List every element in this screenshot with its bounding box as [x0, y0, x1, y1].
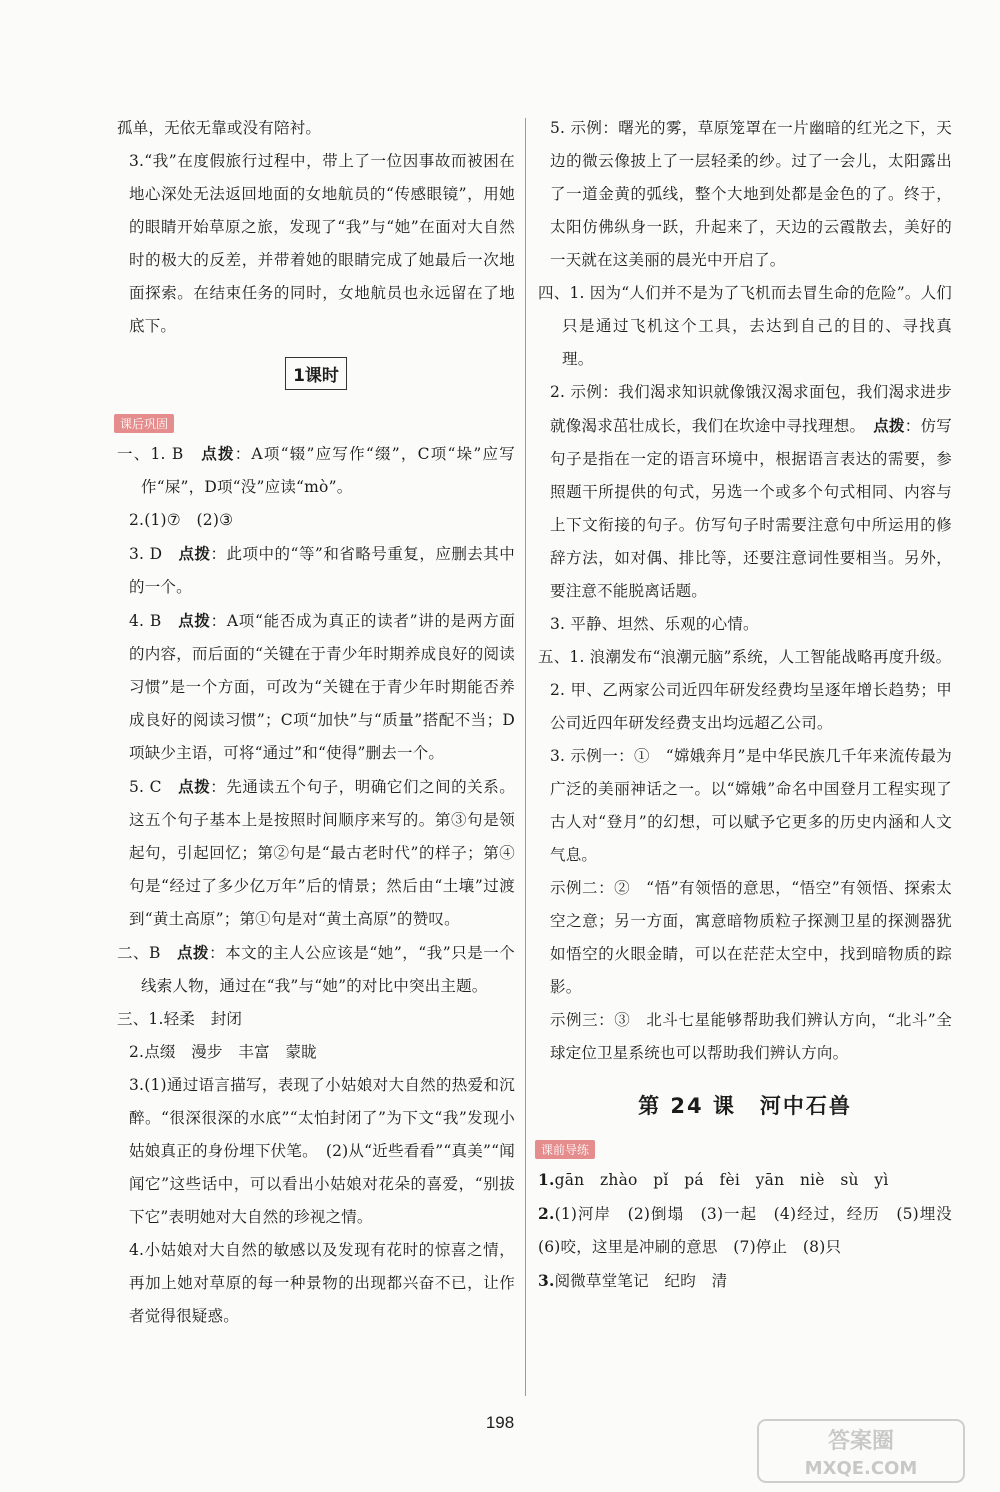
lesson-box-title: 1课时	[285, 357, 347, 390]
answer-number: 3.	[550, 615, 571, 633]
answer-text: 示例：我们渴求知识就像饿汉渴求面包，我们渴求进步就像渴求茁壮成长，我们在坎途中寻找理想。	[550, 383, 952, 435]
answer-item	[538, 872, 952, 1004]
answer-text: ：先通读五个句子，明确它们之间的关系。这五个句子基本上是按照时间顺序来写的。第③句是领起句，引起回忆；第②句是“最古老时代”的样子；第④句是“经过了多少亿万年”后的情景；然后由“土壤”过渡到“黄土高原”；第①句是对“黄土高原”的赞叹。	[129, 778, 515, 928]
answer-text: 点缀 漫步 丰富 蒙眬	[144, 1043, 317, 1061]
answer-number: 3. D	[129, 545, 163, 563]
lesson-number: 第 24 课	[638, 1094, 736, 1118]
left-column	[117, 112, 515, 1333]
answer-text: gān zhào pǐ pá fèi yān niè sù yì	[554, 1171, 889, 1189]
right-column	[538, 112, 968, 1298]
answer-item	[538, 740, 952, 872]
answer-number: 一、1. B	[117, 445, 184, 463]
intro-line: 孤单，无依无靠或没有陪衬。	[117, 119, 322, 137]
column-divider	[525, 118, 526, 1396]
answer-number: 2.	[550, 383, 571, 401]
answer-text: ：本文的主人公应该是“她”，“我”只是一个线索人物，通过在“我”与“她”的对比中突出主题。	[141, 944, 516, 995]
answer-item	[538, 674, 952, 740]
answer-item	[538, 277, 952, 376]
answer-number: 三、1.	[117, 1010, 164, 1028]
hint-label: 点拨	[178, 777, 211, 796]
answer-text: 小姑娘对大自然的敏感以及发现有花时的惊喜之情，再加上她对草原的每一种景物的出现都兴奋不已，让作者觉得很疑惑。	[129, 1241, 515, 1325]
answer-item	[538, 608, 952, 641]
hint-label: 点拨	[201, 444, 235, 463]
answer-text: ：A项“辍”应写作“缀”，C项“垛”应写作“屎”，D项“没”应读“mò”。	[141, 445, 515, 496]
answer-number: 3.	[129, 1076, 145, 1094]
lesson-name: 河中石兽	[759, 1094, 852, 1118]
answer-item	[538, 376, 952, 608]
answer-text: ：A项“能否成为真正的读者”讲的是两方面的内容，而后面的“关键在于青少年时期养成良好的阅读习惯”是一个方面，可改为“关键在于青少年时期能否养成良好的阅读习惯”；C项“加快”与“质量”搭配不当；D项缺少主语，可将“通过”和“使得”删去一个。	[129, 612, 516, 762]
answer-text: (1)通过语言描写，表现了小姑娘对大自然的热爱和沉醉。“很深很深的水底”“太怕封闭了”为下文“我”发现小姑娘真正的身份埋下伏笔。 (2)从“近些看看”“真美”“闻闻它”这些话中，可以看出小姑娘对花朵的喜爱，“别拔下它”表明她对大自然的珍视之情。	[129, 1076, 515, 1226]
answer-text: 浪潮发布“浪潮元脑”系统，人工智能战略再度升级。	[589, 648, 952, 666]
answer-number: 五、1.	[538, 648, 590, 666]
prep-item	[538, 1163, 952, 1197]
answer-item	[117, 537, 515, 604]
right-answer-list	[538, 112, 952, 1070]
answer-item	[117, 1036, 515, 1069]
answer-text: 轻柔 封闭	[163, 1010, 243, 1028]
answer-text: 甲、乙两家公司近四年研发经费均呈逐年增长趋势；甲公司近四年研发经费支出均远超乙公司。	[550, 681, 952, 732]
answer-number: 2.	[129, 511, 145, 529]
answer-item	[538, 112, 952, 277]
answer-text: 因为“人们并不是为了飞机而去冒生命的危险”。人们只是通过飞机这个工具，去达到自己的目的、寻找真理。	[562, 284, 952, 368]
prep-item	[538, 1264, 952, 1298]
answer-item	[117, 1234, 515, 1333]
answer-text: ：此项中的“等”和省略号重复，应删去其中的一个。	[129, 545, 515, 596]
answer-text: (1)⑦ (2)③	[144, 511, 234, 529]
watermark-text-url: MXQE.COM	[804, 1458, 918, 1479]
answer-number: 5. C	[129, 778, 162, 796]
answer-number: 4.	[129, 1241, 145, 1259]
answer-number: 四、1.	[538, 284, 590, 302]
answer-number: 2.	[129, 1043, 145, 1061]
answer-number: 2.	[550, 681, 571, 699]
page-number: 198	[485, 1413, 515, 1432]
answer-text: 阅微草堂笔记 纪昀 清	[554, 1272, 728, 1290]
hint-label: 点拨	[177, 943, 210, 962]
answer-item	[117, 1069, 515, 1234]
hint-label: 点拨	[873, 416, 905, 435]
answer-number: 5.	[550, 119, 571, 137]
answer-text: 示例二：② “悟”有领悟的意思，“悟空”有领悟、探索太空之意；另一方面，寓意暗物质粒子探测卫星的探测器犹如悟空的火眼金睛，可以在茫茫太空中，找到暗物质的踪影。	[550, 879, 952, 996]
answer-text: 示例：曙光的雾，草原笼罩在一片幽暗的红光之下，天边的微云像披上了一层轻柔的纱。过了一会儿，太阳露出了一道金黄的弧线，整个大地到处都是金色的了。终于，太阳仿佛纵身一跃，升起来了，天边的云霞散去，美好的一天就在这美丽的晨光中开启了。	[550, 119, 952, 269]
answer-number: 1.	[538, 1170, 555, 1189]
hint-text: ：仿写句子是指在一定的语言环境中，根据语言表达的需要，参照题干所提供的句式，另选一个或多个句式相同、内容与上下文衔接的句子。仿写句子时需要注意句中所运用的修辞方法，如对偶、排比等，还要注意词性要相当。另外，要注意不能脱离话题。	[550, 417, 953, 600]
hint-label: 点拨	[178, 611, 211, 630]
answer-text: 示例一：① “嫦娥奔月”是中华民族几千年来流传最为广泛的美丽神话之一。以“嫦娥”命名中国登月工程实现了古人对“登月”的幻想，可以赋予它更多的历史内涵和人文气息。	[550, 747, 952, 864]
answer-item	[538, 641, 952, 674]
lesson-title	[538, 1090, 952, 1120]
q3-paragraph: 3.“我”在度假旅行过程中，带上了一位因事故而被困在地心深处无法返回地面的女地航员的“传感眼镜”，用她的眼睛开始草原之旅，发现了“我”与“她”在面对大自然时的极大的反差，并带着她的眼睛完成了她最后一次地面探索。在结束任务的同时，女地航员也永远留在了地底下。	[129, 152, 515, 335]
hint-label: 点拨	[178, 544, 211, 563]
answer-number: 4. B	[129, 612, 162, 630]
answer-text: (1)河岸 (2)倒塌 (3)一起 (4)经过，经历 (5)埋没 (6)咬，这里是冲刷的意思 (7)停止 (8)只	[538, 1205, 968, 1256]
answer-item	[117, 770, 515, 936]
answer-number: 3.	[538, 1271, 555, 1290]
watermark-text-cn: 答案圈	[827, 1429, 895, 1454]
answer-item	[117, 936, 515, 1003]
answer-item	[117, 604, 515, 770]
answer-number: 3.	[550, 747, 571, 765]
answer-item	[117, 504, 515, 537]
answer-number: 二、B	[117, 944, 161, 962]
answer-number: 2.	[538, 1204, 555, 1223]
watermark-logo	[756, 1418, 966, 1484]
answer-text: 示例三：③ 北斗七星能够帮助我们辨认方向，“北斗”全球定位卫星系统也可以帮助我们辨认方向。	[550, 1011, 952, 1062]
prep-item	[538, 1197, 968, 1264]
section-tag-pre-class: 课前导练	[535, 1140, 595, 1159]
section-tag-after-class: 课后巩固	[114, 414, 174, 433]
answer-item	[117, 437, 515, 504]
answer-item	[538, 1004, 952, 1070]
answer-item	[117, 1003, 515, 1036]
prep-answer-list	[538, 1163, 968, 1298]
left-answer-list	[117, 437, 515, 1333]
answer-text: 平静、坦然、乐观的心情。	[570, 615, 759, 633]
